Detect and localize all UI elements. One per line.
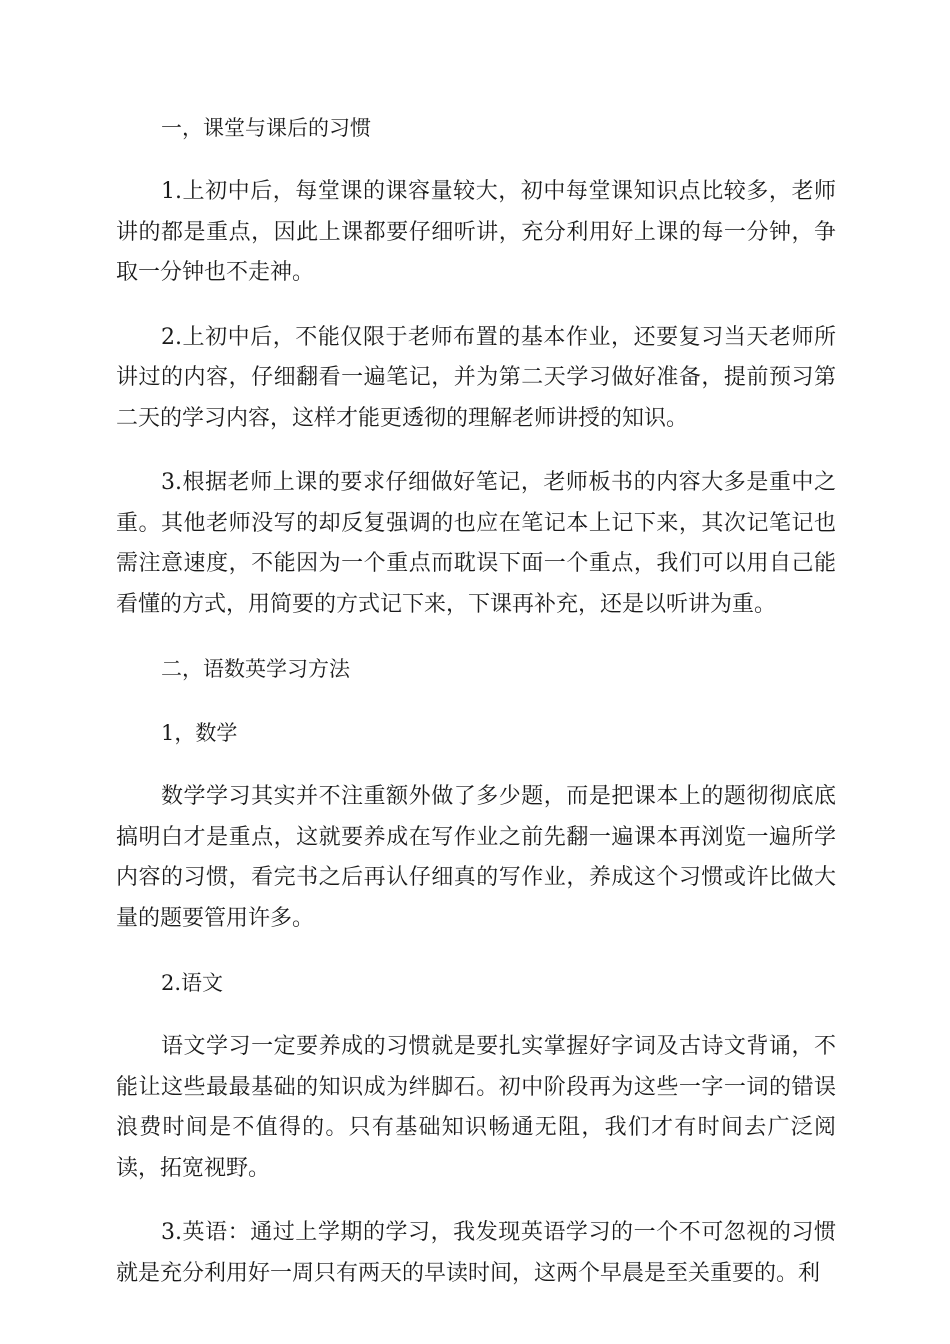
section-heading-methods: 二，语数英学习方法: [161, 657, 350, 681]
document-page: [116, 108, 836, 1318]
paragraph-english: 3.英语：通过上学期的学习，我发现英语学习的一个不可忽视的习惯就是充分利用好一周只有两天的早读时间，这两个早晨是至关重要的。利: [116, 1220, 836, 1286]
paragraph-homework-review: 2.上初中后，不能仅限于老师布置的基本作业，还要复习当天老师所讲过的内容，仔细翻看一遍笔记，并为第二天学习做好准备，提前预习第二天的学习内容，这样才能更透彻的理解老师讲授的知识。: [116, 324, 836, 431]
paragraph-note-taking: 3.根据老师上课的要求仔细做好笔记，老师板书的内容大多是重中之重。其他老师没写的却反复强调的也应在笔记本上记下来，其次记笔记也需注意速度，不能因为一个重点而耽误下面一个重点，我们可以用自己能看懂的方式，用简要的方式记下来，下课再补充，还是以听讲为重。: [116, 470, 836, 617]
subheading-math: 1，数学: [161, 721, 238, 745]
paragraph-chinese: 语文学习一定要养成的习惯就是要扎实掌握好字词及古诗文背诵，不能让这些最最基础的知识成为绊脚石。初中阶段再为这些一字一词的错误浪费时间是不值得的。只有基础知识畅通无阻，我们才有时间去广泛阅读，拓宽视野。: [116, 1034, 836, 1181]
subheading-chinese: 2.语文: [161, 971, 224, 995]
section-heading-habits: 一，课堂与课后的习惯: [161, 116, 371, 140]
paragraph-class-attention: 1.上初中后，每堂课的课容量较大，初中每堂课知识点比较多，老师讲的都是重点，因此上课都要仔细听讲，充分利用好上课的每一分钟，争取一分钟也不走神。: [116, 179, 836, 285]
paragraph-math: 数学学习其实并不注重额外做了多少题，而是把课本上的题彻彻底底搞明白才是重点，这就要养成在写作业之前先翻一遍课本再浏览一遍所学内容的习惯，看完书之后再认仔细真的写作业，养成这个习惯或许比做大量的题要管用许多。: [116, 784, 836, 931]
